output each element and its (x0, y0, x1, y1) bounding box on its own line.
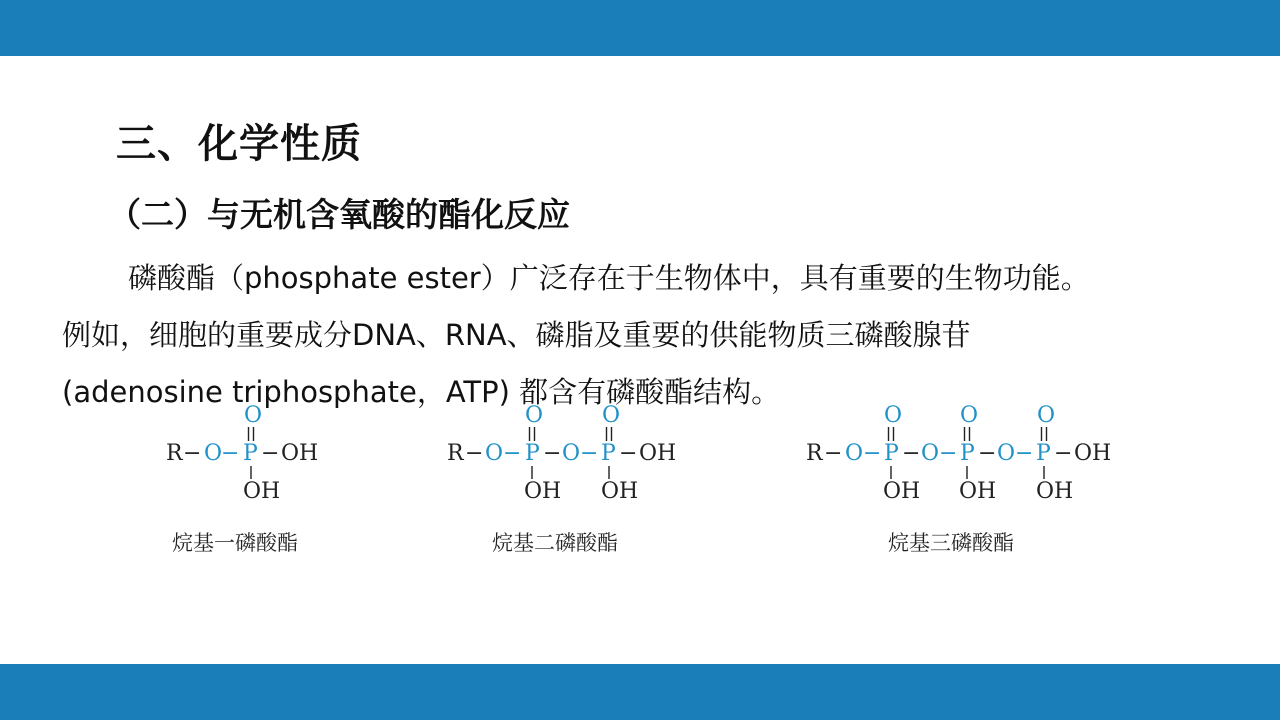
svg-text:P: P (1036, 441, 1051, 466)
svg-text:P: P (525, 441, 540, 466)
svg-text:−: − (183, 441, 202, 466)
svg-text:O: O (921, 441, 940, 466)
svg-text:OH: OH (959, 479, 997, 504)
caption-triphosphate: 烷基三磷酸酯 (888, 531, 1014, 555)
atom-o-double: O (244, 403, 263, 428)
svg-text:OH: OH (883, 479, 921, 504)
svg-text:OH: OH (601, 479, 639, 504)
svg-text:−: − (261, 441, 280, 466)
paragraph-line-2: 例如，细胞的重要成分DNA、RNA、磷脂及重要的供能物质三磷酸腺苷 (62, 318, 971, 352)
svg-text:OH: OH (1036, 479, 1074, 504)
svg-text:−: − (824, 441, 843, 466)
svg-text:O: O (485, 441, 504, 466)
svg-text:−: − (465, 441, 484, 466)
svg-text:OH: OH (639, 441, 677, 466)
svg-text:−: − (939, 441, 958, 466)
svg-text:O: O (602, 403, 621, 428)
svg-text:P: P (884, 441, 899, 466)
bottom-banner (0, 664, 1280, 720)
phosphate-structures (0, 400, 1280, 510)
atom-r: R (166, 441, 183, 466)
svg-text:OH: OH (524, 479, 562, 504)
section-heading: 三、化学性质 (116, 121, 362, 167)
svg-text:P: P (601, 441, 616, 466)
paragraph-line-3: (adenosine triphosphate，ATP) 都含有磷酸酯结构。 (62, 375, 781, 409)
structure-monophosphate (166, 403, 318, 504)
svg-text:O: O (525, 403, 544, 428)
caption-diphosphate: 烷基二磷酸酯 (492, 531, 618, 555)
atom-o: O (204, 441, 223, 466)
svg-text:R: R (806, 441, 823, 466)
atom-oh-lower: OH (243, 479, 281, 504)
top-banner (0, 0, 1280, 56)
svg-text:−: − (503, 441, 522, 466)
svg-text:O: O (1037, 403, 1056, 428)
caption-monophosphate: 烷基一磷酸酯 (172, 531, 298, 555)
svg-text:−: − (978, 441, 997, 466)
subsection-heading: （二）与无机含氧酸的酯化反应 (108, 195, 570, 234)
svg-text:−: − (1054, 441, 1073, 466)
svg-text:−: − (543, 441, 562, 466)
svg-text:−: − (863, 441, 882, 466)
svg-text:O: O (884, 403, 903, 428)
structure-diphosphate (447, 403, 676, 504)
svg-text:R: R (447, 441, 464, 466)
svg-text:−: − (221, 441, 240, 466)
body-paragraph (62, 250, 1222, 421)
svg-text:O: O (997, 441, 1016, 466)
svg-text:−: − (580, 441, 599, 466)
svg-text:P: P (960, 441, 975, 466)
svg-text:O: O (960, 403, 979, 428)
svg-text:−: − (619, 441, 638, 466)
svg-text:O: O (562, 441, 581, 466)
svg-text:O: O (845, 441, 864, 466)
atom-oh: OH (281, 441, 319, 466)
paragraph-line-1: 磷酸酯（phosphate ester）广泛存在于生物体中，具有重要的生物功能。 (128, 261, 1090, 295)
svg-text:−: − (902, 441, 921, 466)
atom-p: P (243, 441, 258, 466)
svg-text:OH: OH (1074, 441, 1112, 466)
svg-text:−: − (1015, 441, 1034, 466)
structure-triphosphate (806, 403, 1111, 504)
